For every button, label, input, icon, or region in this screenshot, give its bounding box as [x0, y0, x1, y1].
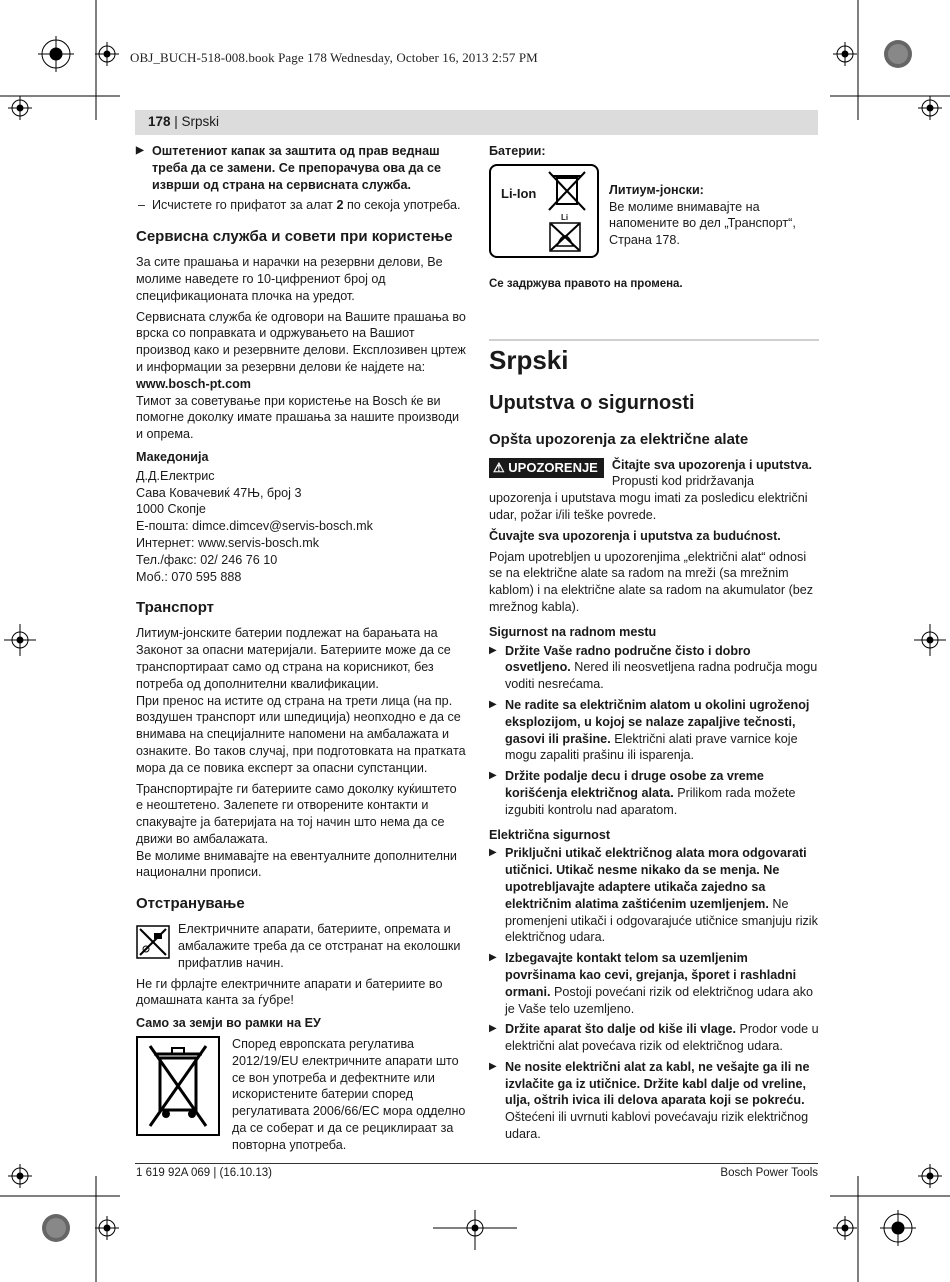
eu-title: Само за земји во рамки на ЕУ [136, 1016, 321, 1031]
registration-target-icon [918, 1164, 942, 1188]
header-bar [135, 110, 818, 135]
li-small-label: Li [561, 212, 569, 222]
warning-badge-label: UPOZORENJE [508, 459, 598, 475]
bullet-text: Oštećeni ili uvrnuti kablovi povećavaju rizik električnog udara. [505, 1110, 809, 1142]
liion-info [609, 164, 819, 258]
page-number: 178 [148, 114, 171, 129]
footer-rule [135, 1163, 818, 1164]
bullet-arrow-icon: ▶ [489, 644, 497, 656]
registration-target-icon [38, 36, 74, 72]
registration-target-icon [433, 1210, 517, 1250]
right-column [489, 143, 819, 1147]
registration-target-icon [918, 96, 942, 120]
bullet-text: Postoji povećani rizik od električnog udara ako je Vaše telo uzemljeno. [505, 984, 814, 1016]
dash-text: по секоја употреба. [343, 198, 461, 213]
liion-text: Ве молиме внимавајте на напомените во дел „Транспорт“, Страна 178. [609, 199, 796, 248]
bullet-arrow-icon: ▶ [489, 1023, 497, 1035]
list-item: – Исчистете го прифатот за алат 2 по секоја употреба. [138, 198, 461, 213]
paragraph: За сите прашања и нарачки на резервни делови, Ве молиме наведете го 10-цифрениот број од спецификационата плочка на уредот. [136, 255, 443, 303]
list-item [489, 950, 819, 1017]
section-title-service: Сервисна служба и совети при користење [136, 228, 453, 246]
safety-title: Uputstva o sigurnosti [489, 391, 695, 414]
paragraph: Според европската регулатива 2012/19/EU електричните апарати што се вон употреба и дефектните или искористените батерии според регулативата 2006/66/EC мора одделно да се соберат и да се рециклираат за повторна употреба. [232, 1037, 466, 1152]
crossed-tools-icon [136, 925, 170, 959]
paragraph: Електричните апарати, батериите, опремата и амбалажите треба да се отстранат на еколошки прифатлив начин. [178, 922, 461, 970]
crossed-bin-icon [547, 170, 587, 214]
registration-target-icon [8, 96, 32, 120]
warning-badge [489, 458, 604, 478]
address-block: Д.Д.Електрис Сава Ковачевиќ 47Њ, број 3 1000 Скопје Е-пошта: dimce.dimcev@servis-bosch.mk Интернет: www.servis-bosch.mk Тел./факс: 02/ 246 76 10 Моб.: 070 595 888 [136, 468, 373, 584]
list-item [489, 1059, 819, 1143]
list-item [489, 845, 819, 946]
bullet-text: Nered ili neosvetljena radna područja mogu voditi nesrećama. [505, 660, 818, 692]
paragraph: Не ги фрлајте електричните апарати и батериите во домашната канта за ѓубре! [136, 976, 443, 1008]
registration-target-icon [833, 1216, 857, 1240]
liion-label: Li-Ion [501, 185, 537, 201]
tool-ref-number: 2 [336, 198, 344, 213]
paragraph: Сервисната служба ќе одговори на Вашите прашања во врска со поправката и одржувањето на Вашиот производ како и резервните делови. Експлозивен цртеж и информации за резервни делови ќе најдете на: [136, 309, 466, 374]
footer-right: Bosch Power Tools [720, 1167, 818, 1179]
bullet-bold: Ne radite sa električnim alatom u okolini ugroženoj eksplozijom, u kojoj se nalaze zapaljive tečnosti, gasovi ili prašine. [505, 697, 810, 746]
general-warnings-title: Opšta upozorenja za električne alate [489, 430, 749, 448]
bullet-text: Ne promenjeni utikači i odgovarajuće utičnice smanjuju rizik električnog udara. [505, 896, 818, 945]
footer-left: 1 619 92A 069 | (16.10.13) [136, 1167, 272, 1179]
registration-target-icon [8, 1164, 32, 1188]
crossed-bin-icon [136, 1036, 220, 1136]
print-info-line: OBJ_BUCH-518-008.book Page 178 Wednesday, October 16, 2013 2:57 PM [130, 50, 538, 65]
language-title: Srpski [489, 344, 569, 375]
list-item [489, 697, 819, 764]
bullet-text: Prodor vode u električni alat povećava rizik od električnog udara. [505, 1022, 819, 1054]
bullet-text: Električni alati prave varnice koje mogu zapaliti prašinu ili isparenja. [505, 731, 798, 763]
registration-target-icon [914, 624, 946, 656]
warning-text: Propusti kod pridržavanja upozorenja i uputstava mogu imati za posledicu električni udar, požar i/ili teške povrede. [489, 474, 808, 522]
warning-block [489, 457, 819, 524]
warning-triangle-icon: ⚠ [493, 459, 505, 475]
list-item [489, 1021, 819, 1055]
no-fire-icon [549, 222, 581, 252]
registration-target-icon [95, 1216, 119, 1240]
page-header: 178 | Srpski [148, 114, 220, 129]
batteries-label: Батерии: [489, 144, 546, 158]
bullet-text: Оштетениот капак за заштита од прав веднаш треба да се замени. Се препорачува ова да се изврши од страна на сервисната служба. [152, 144, 442, 192]
section-title-transport: Транспорт [136, 599, 215, 617]
bullet-bold: Držite Vaše radno područne čisto i dobro osvetljeno. [505, 643, 751, 675]
list-item [489, 643, 819, 693]
bullet-bold: Priključni utikač električnog alata mora odgovarati utičnici. Utikač nesme nikako da se menja. Ne upotrebljavajte adaptere utikača zajedno sa električnim alatima zaštićenim uzemljenjem. [505, 846, 807, 911]
bullet-text: Prilikom rada možete izgubiti kontrolu nad aparatom. [505, 785, 796, 817]
bullet-bold: Ne nosite električni alat za kabl, ne vešajte ga ili ne izvlačite ga iz utičnice. Držite kabl dalje od vreline, ulja, oštrih ivica ili delova aparata koji se pokreću. [505, 1059, 810, 1108]
registration-target-icon [42, 1214, 70, 1242]
bullet-arrow-icon: ▶ [489, 952, 497, 964]
registration-target-icon [884, 40, 912, 68]
bullet-bold: Držite podalje decu i druge osobe za vreme korišćenja električnog alata. [505, 769, 764, 800]
registration-target-icon [95, 42, 119, 66]
eu-row [136, 1036, 466, 1154]
warning-bold-text: Čitajte sva upozorenja i uputstva. [611, 457, 813, 472]
keep-instructions: Čuvajte sva upozorenja i uputstva za budućnost. [489, 528, 781, 543]
bullet-arrow-icon: ▶ [136, 145, 144, 156]
divider [489, 339, 819, 341]
left-column [136, 143, 466, 1154]
paragraph: Литиум-јонските батерии подлежат на барањата на Законот за опасни материјали. Батериите може да се транспортираат само од страна на корисникот, без потреба од дополнителни квалификации. При пренос на истите од страна на трети лица (на пр. воздушен транспорт или шпедиција) неопходно е да се внимава на специјалните напомени на амбалажата и ознаките. Во таков случај, при подготовката на праткaта мора да се повика експерт за опасни супстанции. [136, 626, 466, 775]
bullet-arrow-icon: ▶ [489, 1060, 497, 1072]
disposal-row [136, 921, 466, 971]
liion-title: Литиум-јонски: [609, 182, 704, 197]
bullet-bold: Držite aparat što dalje od kiše ili vlage. [505, 1022, 736, 1037]
bullet-arrow-icon: ▶ [489, 698, 497, 710]
registration-target-icon [4, 624, 36, 656]
bullet-bold: Izbegavajte kontakt telom sa uzemljenim površinama kao cevi, grejanja, šporet i rashladni ormani. [505, 951, 797, 999]
service-url[interactable]: www.bosch-pt.com [136, 376, 251, 391]
battery-row [489, 164, 819, 258]
workplace-title: Sigurnost na radnom mestu [489, 624, 657, 639]
list-item [489, 768, 819, 818]
electrical-safety-title: Električna sigurnost [489, 827, 611, 842]
battery-warning-icon [489, 164, 599, 258]
bullet-arrow-icon: ▶ [489, 770, 497, 782]
country-title: Македонија [136, 449, 209, 464]
paragraph: Транспортирајте ги батериите само доколку куќиштето е неоштетено. Залепете ги отворените контакти и спакувајте ја батеријата на тој начин што нема да се движи во амбалажата. Ве молиме внимавајте на евентуалните дополнителни национални прописи. [136, 781, 457, 880]
paragraph: Тимот за советување при користење на Bosch ќе ви помогне доколку имате прашања за нашите производи и опрема. [136, 393, 460, 442]
registration-target-icon [833, 42, 857, 66]
header-language: Srpski [181, 114, 220, 129]
section-title-disposal: Отстранување [136, 895, 245, 913]
reserved-notice: Се задржува правото на промена. [489, 277, 683, 290]
registration-target-icon [880, 1210, 916, 1246]
paragraph: Pojam upotrebljen u upozorenjima „električni alat“ odnosi se na električne alate sa radom na mreži (sa mrežnim kablom) i na električne alate sa radom na akumulator (bez mrežnog kabla). [489, 549, 814, 614]
dash-text: Исчистете го прифатот за алат [152, 198, 337, 213]
list-item [136, 143, 466, 193]
bullet-arrow-icon: ▶ [489, 847, 497, 859]
